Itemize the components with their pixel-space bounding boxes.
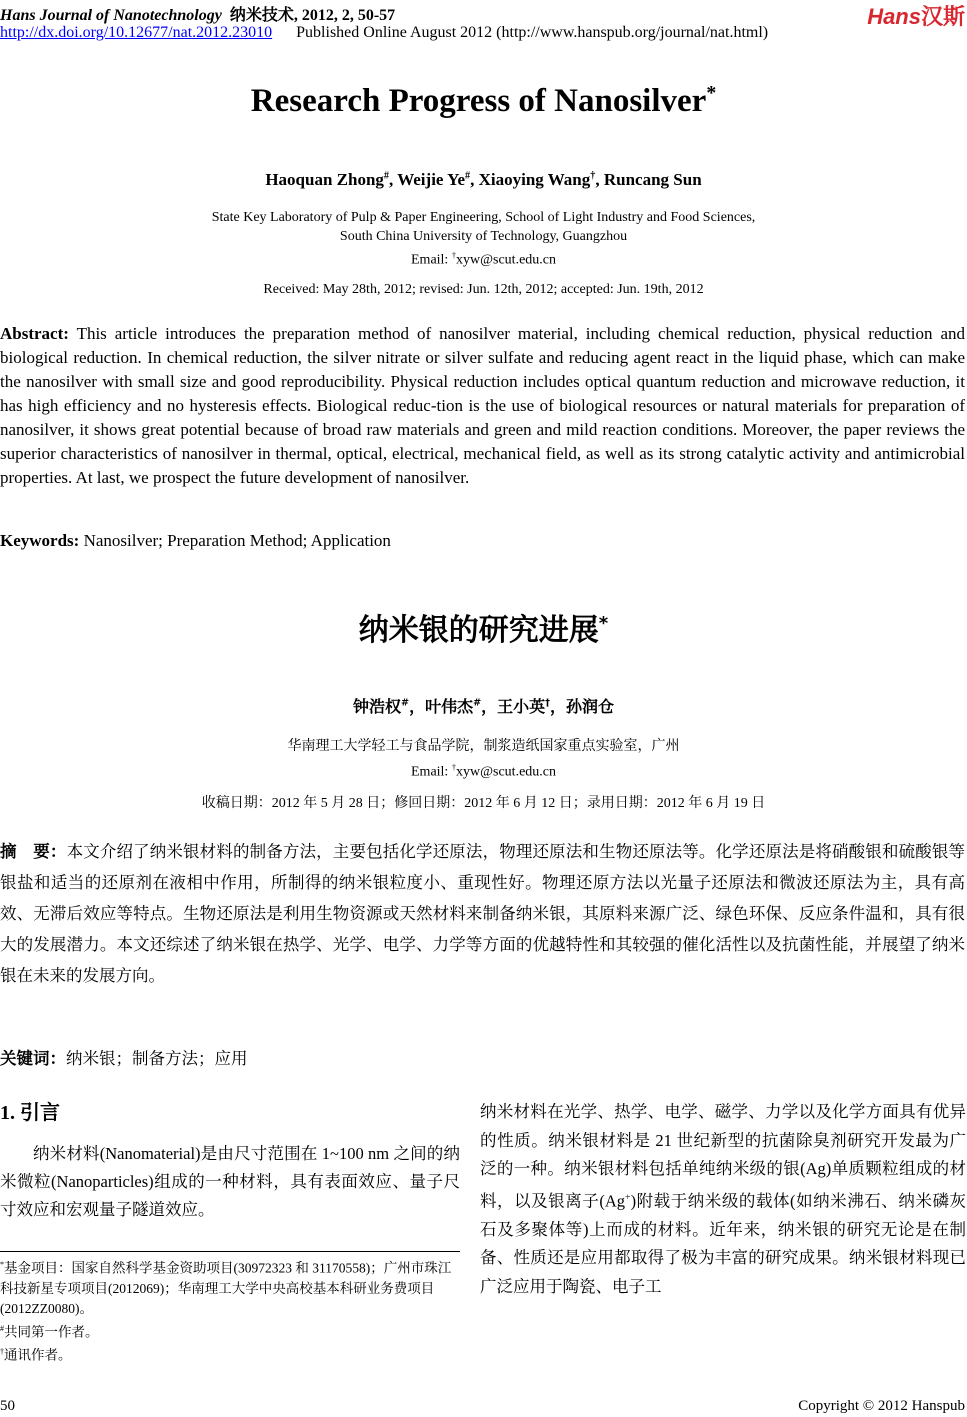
keywords (0, 531, 391, 551)
published-info: Published Online August 2012 (http://www.hanspub.org/journal/nat.html) (296, 24, 769, 41)
journal-issue: 纳米技术, 2012, 2, 50-57 (229, 7, 396, 24)
cn-author-mark: # (473, 697, 482, 709)
cn-affiliation-line: 华南理工大学轻工与食品学院，制浆造纸国家重点实验室，广州 (287, 739, 680, 754)
separator: ， (549, 697, 566, 716)
cn-keywords-text: 纳米银；制备方法；应用 (66, 1049, 248, 1068)
cn-received-dates: 收稿日期：2012 年 5 月 28 日；修回日期：2012 年 6 月 12 日；录用日期：2012 年 6 月 19 日 (201, 796, 766, 811)
logo-en: Hans (867, 4, 921, 29)
hans-logo (867, 0, 965, 31)
superscript: + (625, 1191, 631, 1203)
cn-title-mark: * (598, 613, 609, 634)
title-mark: * (706, 82, 717, 104)
cn-author: 王小英 (497, 697, 546, 716)
received-dates: Received: May 28th, 2012; revised: Jun. 12th, 2012; accepted: Jun. 19th, 2012 (263, 282, 704, 297)
email-mark: † (451, 251, 457, 260)
cn-author-list (0, 694, 967, 717)
affiliation-line: State Key Laboratory of Pulp & Paper Engineering, School of Light Industry and Food Sciences, (211, 210, 756, 225)
abstract-text: This article introduces the preparation method of nanosilver material, including chemical reduction, physical reduction and biological reduction. In chemical reduction, the silver nitrate or silver sulfate and reducing agent react in the liquid phase, which can make the nanosilver with small size and good reproducibility. Physical reduction includes optical quantum reduction and microwave reduction, it has high efficiency and no hysteresis effects. Biological reduc-tion is the use of biological resources or natural materials for preparation of nanosilver, it shows great potential because of broad raw materials and green and mild reaction conditions. Moreover, the paper reviews the superior characteristics of nanosilver in thermal, optical, electrical, mechanical field, as well as its strong catalytic activity and antimicrobial properties. At last, we prospect the future development of nanosilver. (0, 324, 965, 487)
affiliation (0, 208, 967, 270)
email-label: Email: (411, 764, 452, 780)
cn-abstract-label: 摘 要： (0, 842, 67, 861)
cn-author-mark: # (401, 697, 410, 709)
author-mark: # (383, 170, 389, 182)
email[interactable]: xyw@scut.edu.cn (456, 764, 556, 780)
author: Runcang Sun (603, 170, 702, 189)
text-part: 纳米材料在光学、热学、电学、磁学、力学以及化学方面具有优异的性质。纳米银材料是 21 世纪新型的抗菌除臭剂研究开发最为广泛的一种。纳米银材料包括单纯纳米级的银(Ag)单质颗粒组成的材料，以及银离子(Ag (480, 1102, 966, 1210)
cn-title-text: 纳米银的研究进展 (358, 613, 599, 648)
cn-abstract (0, 836, 965, 991)
logo-cn: 汉斯 (920, 4, 965, 29)
keywords-label: Keywords: (0, 531, 80, 550)
cn-affiliation (0, 736, 967, 783)
footnote (0, 1342, 460, 1366)
section-heading: 1. 引言 (0, 1102, 60, 1124)
footnote-divider (0, 1251, 460, 1252)
author: Weijie Ye (397, 170, 466, 189)
footnote-text: 基金项目：国家自然科学基金资助项目(30972323 和 31170558)；广州市珠江科技新星专项项目(2012069)；华南理工大学中央高校基本科研业务费项目(2012ZZ0080)。 (0, 1260, 452, 1316)
cn-author-mark: † (545, 697, 550, 709)
email-label: Email: (411, 252, 452, 268)
cn-keywords-label: 关键词： (0, 1049, 66, 1068)
affiliation-line: South China University of Technology, Guangzhou (339, 229, 628, 244)
right-column-text (480, 1098, 966, 1301)
page-number: 50 (0, 1398, 15, 1414)
title-text: Research Progress of Nanosilver (250, 83, 707, 119)
email-line (0, 246, 967, 270)
separator: ， (481, 697, 498, 716)
cn-author: 叶伟杰 (425, 697, 474, 716)
cn-title (0, 605, 967, 649)
abstract-label: Abstract: (0, 324, 69, 343)
abstract (0, 322, 965, 490)
footnote (0, 1255, 460, 1319)
footnote-text: 通讯作者。 (4, 1347, 72, 1363)
cn-author: 孙润仓 (565, 697, 614, 716)
footnote-mark: # (0, 1323, 5, 1333)
doi-line (0, 24, 768, 42)
author: Haoquan Zhong (265, 170, 384, 189)
footnote-text: 共同第一作者。 (4, 1324, 99, 1339)
left-column-text: 纳米材料(Nanomaterial)是由尺寸范围在 1~100 nm 之间的纳米微粒(Nanoparticles)组成的一种材料，具有表面效应、量子尺寸效应和宏观量子隧道效应。 (0, 1144, 460, 1219)
email[interactable]: xyw@scut.edu.cn (456, 252, 556, 268)
footnote-mark: * (0, 1260, 5, 1269)
cn-keywords (0, 1045, 248, 1069)
footnote-mark: † (0, 1347, 5, 1356)
journal-header (0, 2, 395, 25)
doi-link[interactable]: http://dx.doi.org/10.12677/nat.2012.23010 (0, 24, 273, 41)
author: Xiaoying Wang (478, 170, 591, 189)
author-mark: † (590, 170, 596, 182)
cn-abstract-text: 本文介绍了纳米银材料的制备方法，主要包括化学还原法，物理还原法和生物还原法等。化学还原法是将硝酸银和硫酸银等银盐和适当的还原剂在液相中作用，所制得的纳米银粒度小、重现性好。物理还原方法以光量子还原法和微波还原法为主，具有高效、无滞后效应等特点。生物还原法是利用生物资源或天然材料来制备纳米银，其原料来源广泛、绿色环保、反应条件温和，具有很大的发展潜力。本文还综述了纳米银在热学、光学、电学、力学等方面的优越特性和其较强的催化活性以及抗菌性能，并展望了纳米银在未来的发展方向。 (0, 842, 966, 985)
email-mark: † (451, 763, 457, 772)
text-part: )附载于纳米级的载体(如纳米沸石、纳米磷灰石及多聚体等)上而成的材料。近年来，纳米银的研究无论是在制备、性质还是应用都取得了极为丰富的研究成果。纳米银材料现已广泛应用于陶瓷、电子工 (480, 1191, 966, 1296)
journal-name: Hans Journal of Nanotechnology (0, 7, 222, 24)
cn-author: 钟浩权 (353, 697, 402, 716)
footnote (0, 1319, 460, 1343)
paper-title (0, 82, 967, 120)
author-list: Haoquan Zhong#, Weijie Ye#, Xiaoying Wang†, Runcang Sun (265, 170, 702, 189)
keywords-text: Nanosilver; Preparation Method; Application (79, 531, 391, 550)
copyright: Copyright © 2012 Hanspub (798, 1398, 965, 1414)
separator: ， (409, 697, 426, 716)
footnotes (0, 1255, 460, 1366)
cn-email-line (0, 757, 967, 783)
author-mark: # (465, 170, 471, 182)
